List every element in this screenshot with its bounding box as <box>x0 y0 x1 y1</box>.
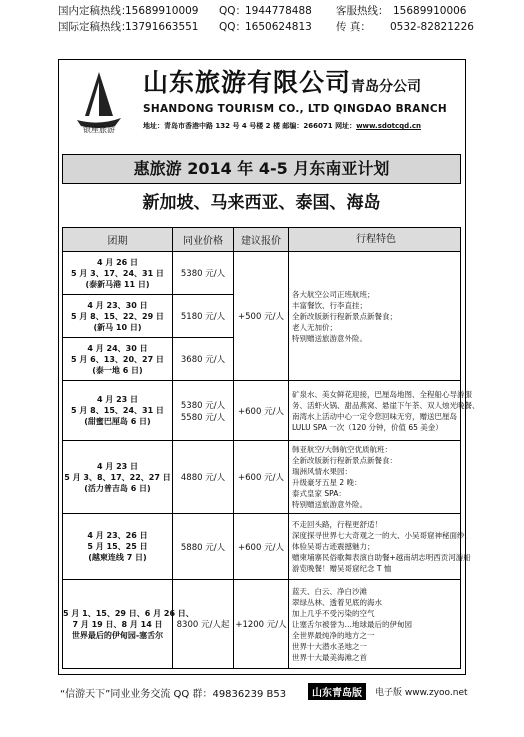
region-title: 新加坡、马来西亚、泰国、海岛 <box>142 193 381 213</box>
plan-banner: 惠旅游 2014 年 4-5 月东南亚计划 <box>62 154 461 184</box>
feature-line: 特别赠送旅游意外险。 <box>292 500 367 509</box>
qq1-label: QQ： <box>219 5 247 17</box>
tour-name: (甜蜜巴厘岛 6 日) <box>84 417 151 426</box>
date-line: 4 月 23 日 <box>96 461 139 471</box>
feature-line: 游览晚餐！赠吴哥窟纪念 T 恤 <box>292 564 392 573</box>
brand-label: 银座旅游 <box>83 125 115 134</box>
row-price <box>173 381 234 441</box>
date-line: 5 月 1、15、29 日、6 月 26 日、 <box>63 608 194 618</box>
group-features <box>289 252 461 381</box>
company-branch-cn: 青岛分公司 <box>351 79 422 95</box>
feature-line: 老人无加价； <box>292 322 337 332</box>
website-link[interactable]: www.sdotcqd.cn <box>356 122 421 130</box>
row-quote: +600 元/人 <box>234 381 289 441</box>
tour-name: (泰一地 6 日) <box>92 365 143 375</box>
tour-name: (泰新马港 11 日) <box>85 279 150 289</box>
col-header-trade-price: 同业价格 <box>173 228 234 252</box>
row-quote: +600 元/人 <box>234 514 289 580</box>
feature-line: 特别赠送旅游意外险。 <box>292 333 367 343</box>
tour-name: (新马 10 日) <box>93 322 142 332</box>
feature-line: 全新改版新行程新景点新餐食： <box>292 456 397 465</box>
qq2-label: QQ： <box>219 21 247 33</box>
e-edition-link[interactable]: 电子版 www.zyoo.net <box>375 688 468 698</box>
table-header-row <box>63 228 461 252</box>
price-line: 5580 元/人 <box>180 412 226 423</box>
qq-group-line: “信游天下”同业业务交流 QQ 群：49836239 B53 <box>60 689 287 700</box>
col-header-suggested-quote: 建议报价 <box>234 228 289 252</box>
row-quote: +1200 元/人 <box>234 580 289 669</box>
tour-name: (越柬连线 7 日) <box>88 553 147 562</box>
feature-line: 瑞洲风情水果园： <box>292 467 352 476</box>
domestic-hotline-number: 15689910009 <box>125 5 199 17</box>
intl-hotline-number: 13791663551 <box>125 21 199 33</box>
company-name-en: SHANDONG TOURISM CO., LTD QINGDAO BRANCH <box>143 103 447 115</box>
edition-badge: 山东青岛版 <box>308 683 366 700</box>
company-address <box>143 121 421 131</box>
feature-line: 各大航空公司正班航班； <box>292 289 375 299</box>
row-dates <box>63 441 173 514</box>
feature-line: 矿泉水、美女鲜花迎接，巴厘岛地图、全程船心导游服 <box>292 389 472 399</box>
date-line: 7 月 19 日、8 月 14 日 <box>72 619 163 629</box>
date-line: 5 月 8、15、24、31 日 <box>71 406 164 415</box>
feature-line: LULU SPA 一次（120 分钟，价值 65 美金） <box>292 422 443 432</box>
feature-line: 韩亚航空/大韩航空优质航班： <box>292 445 393 454</box>
row-price: 3680 元/人 <box>173 338 234 381</box>
row-quote: +600 元/人 <box>234 441 289 514</box>
date-line: 4 月 23 日 <box>96 395 139 404</box>
table-row <box>63 252 461 295</box>
feature-line: 世界十大最美海滩之首 <box>292 652 367 662</box>
date-line: 5 月 3、17、24、31 日 <box>71 268 164 278</box>
group-quote: +500 元/人 <box>234 252 289 381</box>
price-line: 5380 元/人 <box>180 400 226 411</box>
row-features <box>289 514 472 580</box>
feature-line: 全新改版新行程新景点新餐食； <box>292 311 397 321</box>
table-row <box>63 441 461 514</box>
fax-number: 0532-82821226 <box>390 21 474 33</box>
row-price: 5880 元/人 <box>173 514 234 580</box>
row-features <box>289 441 461 514</box>
address-text: 地址：青岛市香港中路 132 号 4 号楼 2 楼 邮编：266071 网址： <box>143 122 357 130</box>
table-row <box>63 580 461 669</box>
date-line: 5 月 6、13、20、27 日 <box>71 354 164 364</box>
date-line: 5 月 15、25 日 <box>87 542 148 551</box>
tour-plan-table <box>62 227 480 669</box>
feature-line: 深度探寻世界七大奇观之一的大、小吴哥窟神秘面纱， <box>292 531 472 540</box>
date-line: 4 月 23、26 日 <box>87 531 148 540</box>
date-line: 5 月 8、15、22、29 日 <box>71 311 164 321</box>
qq2-number: 1650624813 <box>245 21 312 33</box>
row-price: 5180 元/人 <box>173 295 234 338</box>
feature-line: 蓝天、白云、净白沙滩 <box>292 586 367 596</box>
table-row <box>63 381 461 441</box>
date-line: 4 月 23、30 日 <box>87 300 148 310</box>
feature-line: 南湾水上活动中心一定令您回味无穷，赠送巴厘岛 <box>292 411 457 421</box>
company-name-main: 山东旅游有限公司 <box>143 68 352 97</box>
intl-hotline-label: 国际定稿热线： <box>58 21 132 33</box>
row-features <box>289 381 480 441</box>
feature-line: 全世界最纯净的地方之一 <box>292 630 375 640</box>
date-line: 4 月 26 日 <box>96 257 139 267</box>
service-hotline-label: 客服热线： <box>336 5 389 17</box>
feature-line: 体验吴哥古迹震撼魅力； <box>292 542 375 551</box>
row-dates <box>63 252 173 295</box>
feature-line: 丰富餐饮、行李直挂； <box>292 300 367 310</box>
tour-name: 世界最后的伊甸园-塞舌尔 <box>71 630 164 640</box>
service-hotline-number: 15689910006 <box>393 5 467 17</box>
qq1-number: 1944778488 <box>245 5 312 17</box>
date-line: 4 月 24、30 日 <box>87 343 148 353</box>
feature-line: 世界十大潜水圣地之一 <box>292 641 367 651</box>
company-name-cn <box>143 63 421 99</box>
feature-line: 务、活虾火锅、甜品燕窝、悬崖下午茶、双人烛光晚餐、 <box>292 400 480 410</box>
feature-line: 让塞舌尔被誉为…地球最后的伊甸园 <box>292 619 412 629</box>
feature-line: 赠柬埔寨民俗歌舞表演自助餐+越南胡志明西贡河游船 <box>292 553 471 562</box>
table-row <box>63 514 461 580</box>
row-dates <box>63 580 194 669</box>
row-price: 4880 元/人 <box>173 441 234 514</box>
feature-line: 升级豪牙五星 2 晚： <box>292 478 362 487</box>
row-dates <box>63 381 173 441</box>
domestic-hotline-label: 国内定稿热线： <box>58 5 132 17</box>
tour-name: (活力普吉岛 6 日) <box>84 483 151 493</box>
company-header <box>59 60 464 148</box>
feature-line: 翠绿丛林、透着见底的海水 <box>292 597 382 607</box>
row-price: 5380 元/人 <box>173 252 234 295</box>
date-line: 5 月 3、8、17、22、27 日 <box>64 472 171 482</box>
flyer-frame <box>58 59 480 675</box>
row-features <box>289 580 461 669</box>
row-dates <box>63 514 173 580</box>
col-header-features: 行程特色 <box>289 228 461 252</box>
fax-label: 传 真： <box>336 21 371 33</box>
row-dates <box>63 295 173 338</box>
row-price: 8300 元/人起 <box>173 580 234 669</box>
row-dates <box>63 338 173 381</box>
feature-line: 泰式皇家 SPA： <box>292 489 346 498</box>
col-header-dates: 团期 <box>63 228 173 252</box>
feature-line: 不走回头路，行程更舒适！ <box>292 520 382 529</box>
feature-line: 加上几乎不受污染的空气 <box>292 608 375 618</box>
